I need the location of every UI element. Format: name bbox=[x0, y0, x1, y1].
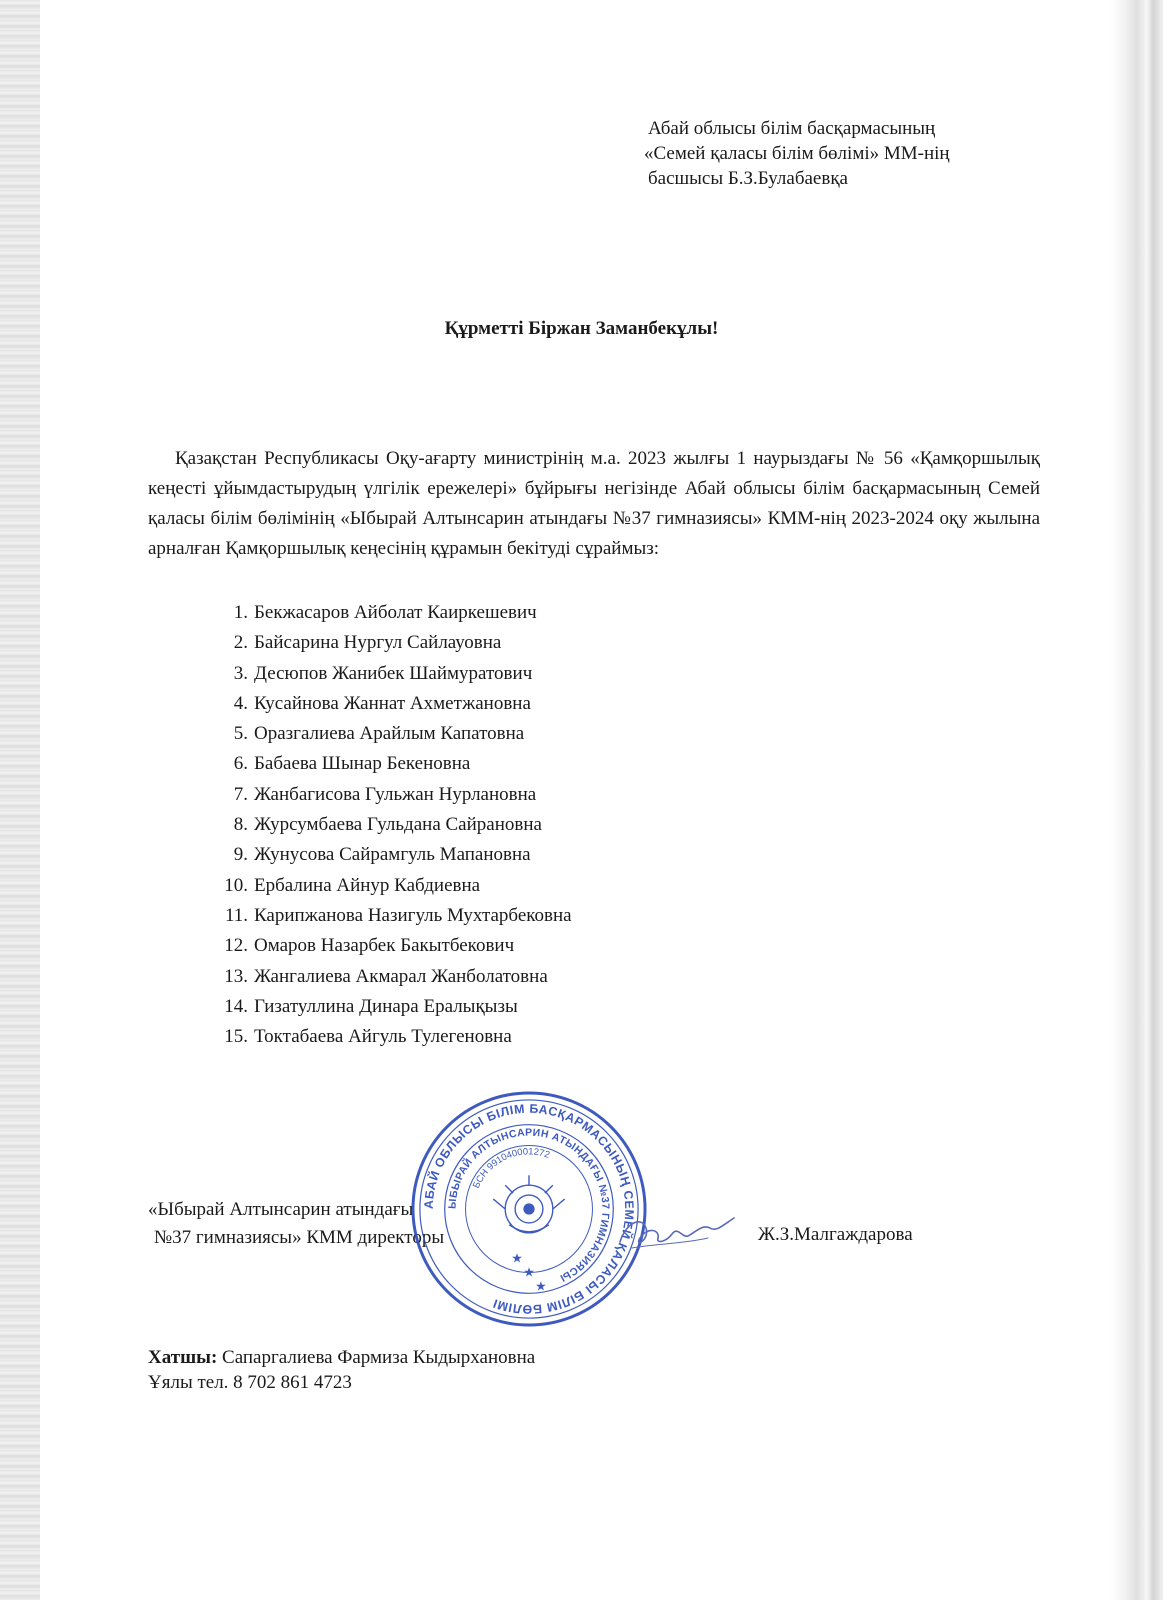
list-item bbox=[212, 840, 572, 870]
member-list bbox=[212, 598, 572, 1052]
secretary-name: Сапаргалиева Фармиза Кыдырхановна bbox=[222, 1347, 536, 1368]
list-item-number: 13. bbox=[224, 965, 248, 987]
list-item bbox=[212, 628, 572, 658]
list-item-name: Оразгалиева Арайлым Капатовна bbox=[254, 723, 525, 745]
list-item-name: Карипжанова Назигуль Мухтарбековна bbox=[254, 904, 572, 926]
list-item-number: 5. bbox=[233, 723, 248, 745]
list-item bbox=[212, 1022, 572, 1052]
list-item-name: Жангалиева Акмарал Жанболатовна bbox=[254, 965, 548, 987]
request-paragraph: Қазақстан Республикасы Оқу-ағарту министрінің м.а. 2023 жылғы 1 наурыздағы № 56 «Қамқоршылық кеңесті ұйымдастырудың үлгілік ережелері» бұйрығы негізінде Абай облысы білім басқармасының Семей қаласы білім бөлімінің «Ыбырай Алтынсарин атындағы №37 гимназиясы» КММ-нің 2023-2024 оқу жылына арналған Қамқоршылық кеңесінің құрамын бекітуді сұраймыз: bbox=[148, 448, 1040, 559]
addressee-line-3: басшысы Б.З.Булабаевқа bbox=[648, 168, 848, 189]
list-item bbox=[212, 719, 572, 749]
signature-scribble bbox=[612, 1208, 742, 1258]
addressee-block bbox=[644, 116, 950, 191]
list-item-number: 15. bbox=[224, 1026, 248, 1048]
list-item-number: 2. bbox=[233, 632, 248, 654]
list-item bbox=[212, 659, 572, 689]
list-item-name: Бабаева Шынар Бекеновна bbox=[254, 753, 471, 775]
list-item-name: Журсумбаева Гульдана Сайрановна bbox=[254, 814, 542, 836]
list-item-number: 12. bbox=[224, 935, 248, 957]
list-item bbox=[212, 749, 572, 779]
addressee-line-1: Абай облысы білім басқармасының bbox=[648, 118, 936, 139]
list-item-name: Бекжасаров Айболат Каиркешевич bbox=[254, 602, 537, 623]
list-item-number: 4. bbox=[233, 692, 248, 714]
director-name: Ж.З.Малгаждарова bbox=[758, 1224, 913, 1245]
list-item-number: 11. bbox=[224, 904, 248, 926]
list-item bbox=[212, 689, 572, 719]
emblem-icon bbox=[493, 1175, 564, 1233]
secretary-phone: Ұялы тел. 8 702 861 4723 bbox=[148, 1372, 352, 1393]
svg-text:★: ★ bbox=[535, 1279, 547, 1295]
list-item bbox=[212, 780, 572, 810]
secretary-line bbox=[148, 1345, 535, 1370]
list-item bbox=[212, 871, 572, 901]
stamp-inner-text: ЫБЫРАЙ АЛТЫНСАРИН АТЫНДАҒЫ №37 ГИМНАЗИЯСЫ bbox=[447, 1127, 611, 1284]
list-item-name: Омаров Назарбек Бакытбекович bbox=[254, 935, 515, 957]
list-item-number: 10. bbox=[224, 874, 248, 896]
list-item-name: Жунусова Сайрамгуль Мапановна bbox=[254, 844, 531, 866]
svg-text:★: ★ bbox=[523, 1265, 535, 1281]
list-item-number: 3. bbox=[233, 662, 248, 684]
director-org-line-2: №37 гимназиясы» КММ директоры bbox=[154, 1227, 445, 1248]
secretary-label: Хатшы: bbox=[148, 1347, 218, 1368]
list-item bbox=[212, 810, 572, 840]
list-item-number: 8. bbox=[233, 814, 248, 836]
secretary-block bbox=[148, 1345, 535, 1395]
list-item-number: 9. bbox=[233, 844, 248, 866]
list-item bbox=[212, 962, 572, 992]
list-item-number: 14. bbox=[224, 995, 248, 1017]
list-item bbox=[212, 598, 572, 628]
list-item-number: 1. bbox=[233, 602, 248, 623]
greeting: Құрметті Біржан Заманбекұлы! bbox=[444, 318, 719, 339]
list-item-name: Токтабаева Айгуль Тулегеновна bbox=[254, 1026, 512, 1048]
scan-edge-left bbox=[0, 0, 40, 1600]
list-item-name: Ербалина Айнур Кабдиевна bbox=[254, 874, 481, 896]
list-item-number: 7. bbox=[233, 783, 248, 805]
list-item-name: Байсарина Нургул Сайлауовна bbox=[254, 632, 502, 654]
list-item-name: Кусайнова Жаннат Ахметжановна bbox=[254, 692, 531, 714]
list-item bbox=[212, 931, 572, 961]
list-item bbox=[212, 901, 572, 931]
list-item bbox=[212, 992, 572, 1022]
director-title-block bbox=[148, 1196, 444, 1252]
director-org-line-1: «Ыбырай Алтынсарин атындағы bbox=[148, 1199, 414, 1220]
stamp-bin-text: БСН 991040001272 bbox=[470, 1145, 552, 1190]
svg-text:★: ★ bbox=[511, 1251, 523, 1267]
list-item-name: Жанбагисова Гульжан Нурлановна bbox=[254, 783, 537, 805]
list-item-name: Гизатуллина Динара Ералықызы bbox=[254, 995, 518, 1017]
stamp-outer-text: АБАЙ ОБЛЫСЫ БІЛІМ БАСҚАРМАСЫНЫҢ СЕМЕЙ ҚАЛАСЫ БІЛІМ БӨЛІМІ bbox=[421, 1101, 637, 1317]
addressee-line-2: «Семей қаласы білім бөлімі» ММ-нің bbox=[644, 143, 950, 164]
list-item-name: Десюпов Жанибек Шаймуратович bbox=[254, 662, 533, 684]
list-item-number: 6. bbox=[233, 753, 248, 775]
scan-edge-right bbox=[1111, 0, 1163, 1600]
stamp-stars bbox=[511, 1252, 546, 1295]
